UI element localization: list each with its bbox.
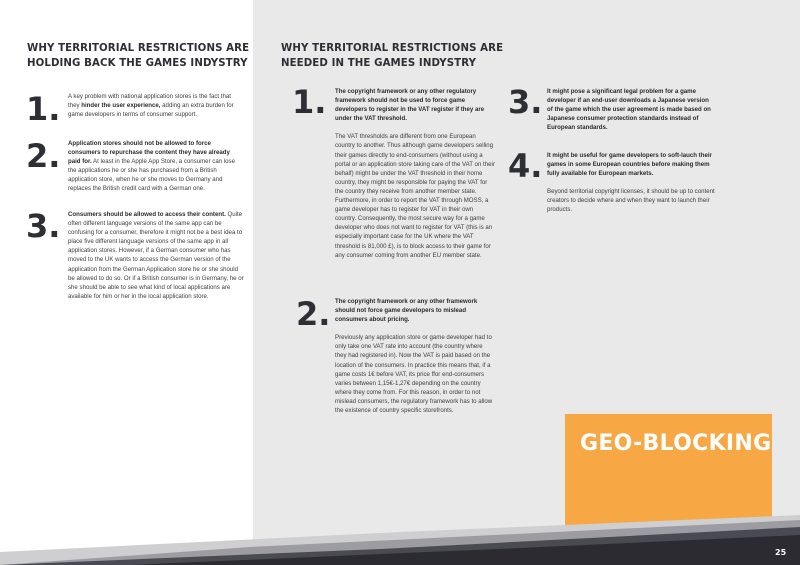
right-item-3-number: 3.	[508, 83, 543, 121]
left-item-2-number: 2.	[26, 137, 61, 175]
right-item-1-text: The copyright framework or any other regulatory framework should not be used to force game developers to register in the VAT register if they are under the VAT threshold. The VAT thresholds are different from one European country to another. Thus although game developers selling their games directly to end-consumers (without using a portal or an application store taking care of the VAT on their behalf) might be under the VAT threshold in their home country, they might be responsible for paying the VAT for the country they receive from another member state. Furthermore, in order to report the VAT through MOSS, a game developer has to register for VAT in their own country. Consequently, the most secure way for a game developer who does not want to register for VAT (this is an especially important case for the UK where the VAT threshold is 81,000 £), is to block access to their game for any consumer coming from another EU member state.	[335, 88, 495, 259]
left-item-1-text: A key problem with national application stores is the fact that they hinder the user experience, adding an extra burden for game developers in terms of consumer support.	[68, 93, 234, 119]
page-number: 25	[775, 548, 787, 557]
left-heading-line-2: HOLDING BACK THE GAMES INDYSTRY	[27, 58, 248, 69]
right-heading-line-1: WHY TERRITORIAL RESTRICTIONS ARE	[281, 43, 504, 54]
right-item-3-text: It might pose a significant legal problem for a game developer if an end-user downloads a Japanese version of the game which the user agreement is made based on Japanese consumer protection standards instead of European standards.	[547, 88, 711, 132]
right-item-4-text: It might be useful for game developers to soft-lauch their games in some European countries before making them fully available for European markets. Beyond territorial copyright licenses, it should be up to content creators to decide where and when they want to launch their products.	[547, 152, 715, 214]
left-item-3-text: Consumers should be allowed to access their content. Quite often different language versions of the same app can be confusing for a consumer, therefore it might not be a best idea to place five different language versions of the same app in all application stores. However, if a German consumer who has moved to the UK wants to access the German version of the application from the German Application store he or she should be allowed to do so. Or if a British consumer is in Germany, he or she should be able to see what kind of local applications are available for him or her in the local application store.	[68, 211, 244, 300]
left-item-1-number: 1.	[26, 90, 61, 128]
right-item-1-number: 1.	[292, 83, 327, 121]
left-item-2-text: Application stores should not be allowed to force consumers to repurchase the content they have already paid for. At least in the Apple App Store, a consumer can lose the applications he or she has purchased from a British application store, when he or she moves to Germany and replaces the British credit card with a German one.	[68, 140, 235, 193]
right-item-2-text: The copyright framework or any other framework should not force game developers to mislead consumers about pricing. Previously any application store or game developer had to only take one VAT rate into account (the country where they had registered in). Now the VAT is paid based on the location of the consumers. In practice this means that, if a game costs 1€ before VAT, its price ffor end-consumers varies between 1,15€-1,27€ depending on the country where they come from. For this reason, in order to not mislead consumers, the regulatory framework has to allow the existence of country specific storefronts.	[335, 298, 493, 415]
right-heading-line-2: NEEDED IN THE GAMES INDYSTRY	[281, 58, 477, 69]
right-item-4-number: 4.	[508, 147, 543, 185]
right-item-2-number: 2.	[296, 295, 331, 333]
left-item-3-number: 3.	[26, 207, 61, 245]
left-heading-line-1: WHY TERRITORIAL RESTRICTIONS ARE	[27, 43, 250, 54]
geo-blocking-title: GEO-BLOCKING	[580, 431, 772, 456]
